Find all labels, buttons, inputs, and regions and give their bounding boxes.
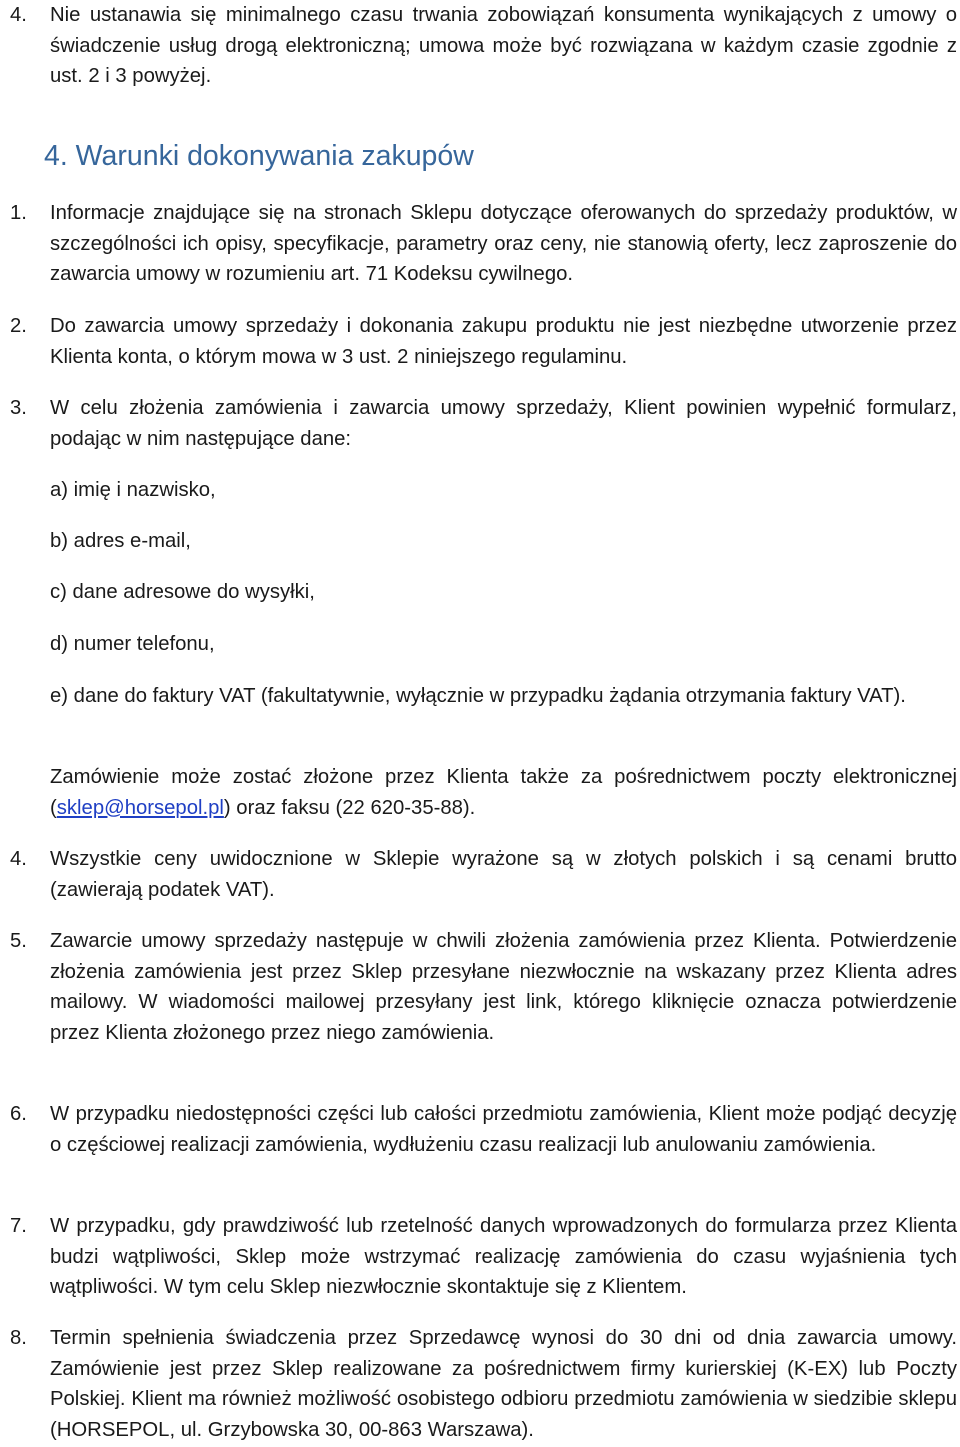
item-text: W przypadku niedostępności części lub całości przedmiotu zamówienia, Klient może podjąć decyzję o częściowej realizacji zamówienia, wydłużeniu czasu realizacji lub anulowaniu zamówienia. [50,1103,957,1156]
item-number: 3. [10,397,27,419]
list-item-prev-4 [0,0,957,92]
item-text: W celu złożenia zamówienia i zawarcia umowy sprzedaży, Klient powinien wypełnić formularz, podając w nim następujące dane: [50,397,957,450]
list-item-6 [0,1099,957,1160]
item-text: W przypadku, gdy prawdziwość lub rzetelność danych wprowadzonych do formularza przez Klienta budzi wątpliwości, Sklep może wstrzymać realizację zamówienia do czasu wyjaśnienia tych wątpliwości. W tym celu Sklep niezwłocznie skontaktuje się z Klientem. [50,1215,957,1298]
list-item-2 [0,311,957,372]
form-field-c: c) dane adresowe do wysyłki, [50,581,315,603]
section-title: 4. Warunki dokonywania zakupów [44,140,474,172]
item-text: Zawarcie umowy sprzedaży następuje w chwili złożenia zamówienia przez Klienta. Potwierdzenie złożenia zamówienia jest przez Sklep przesyłane niezwłocznie na wskazany przez Klienta adres mailowy. W wiadomości mailowej przesyłany jest link, którego kliknięcie oznacza potwierdzenie przez Klienta złożonego przez niego zamówienia. [50,930,957,1044]
item-number: 8. [10,1327,27,1349]
item-number: 1. [10,202,27,224]
item-number: 7. [10,1215,27,1237]
list-item-4 [0,844,957,905]
email-note-before: Zamówienie może zostać złożone przez Klienta także za pośrednictwem poczty elektronicznej ( [50,766,957,819]
form-field-b: b) adres e-mail, [50,530,191,552]
form-field-a: a) imię i nazwisko, [50,479,216,501]
list-item-8 [0,1323,957,1445]
email-note-after: ) oraz faksu (22 620-35-88). [223,796,476,819]
form-field-e: e) dane do faktury VAT (fakultatywnie, wyłącznie w przypadku żądania otrzymania faktury VAT). [50,685,906,707]
item-text: Do zawarcia umowy sprzedaży i dokonania zakupu produktu nie jest niezbędne utworzenie przez Klienta konta, o którym mowa w 3 ust. 2 niniejszego regulaminu. [50,315,957,368]
item-number: 4. [10,848,27,870]
list-item-3 [0,393,957,454]
item-number: 6. [10,1103,27,1125]
item-number: 4. [10,4,27,26]
email-note [50,762,957,823]
item-number: 2. [10,315,27,337]
item-text: Nie ustanawia się minimalnego czasu trwania zobowiązań konsumenta wynikających z umowy o świadczenie usług drogą elektroniczną; umowa może być rozwiązana w każdym czasie zgodnie z ust. 2 i 3 powyżej. [50,4,957,87]
item-text: Termin spełnienia świadczenia przez Sprzedawcę wynosi do 30 dni od dnia zawarcia umowy. Zamówienie jest przez Sklep realizowane za pośrednictwem firmy kurierskiej (K-EX) lub Poczty Polskiej. Klient ma również możliwość osobistego odbioru przedmiotu zamówienia w siedzibie sklepu (HORSEPOL, ul. Grzybowska 30, 00-863 Warszawa). [50,1327,957,1441]
item-text: Wszystkie ceny uwidocznione w Sklepie wyrażone są w złotych polskich i są cenami brutto (zawierają podatek VAT). [50,848,957,901]
email-link[interactable]: sklep@horsepol.pl [56,796,224,819]
item-number: 5. [10,930,27,952]
list-item-1 [0,198,957,290]
section-heading [0,136,474,176]
item-text: Informacje znajdujące się na stronach Sklepu dotyczące oferowanych do sprzedaży produktów, w szczególności ich opisy, specyfikacje, parametry oraz ceny, nie stanowią oferty, lecz zaproszenie do zawarcia umowy w rozumieniu art. 71 Kodeksu cywilnego. [50,202,957,285]
form-field-d: d) numer telefonu, [50,633,215,655]
list-item-5 [0,926,957,1048]
list-item-7 [0,1211,957,1303]
